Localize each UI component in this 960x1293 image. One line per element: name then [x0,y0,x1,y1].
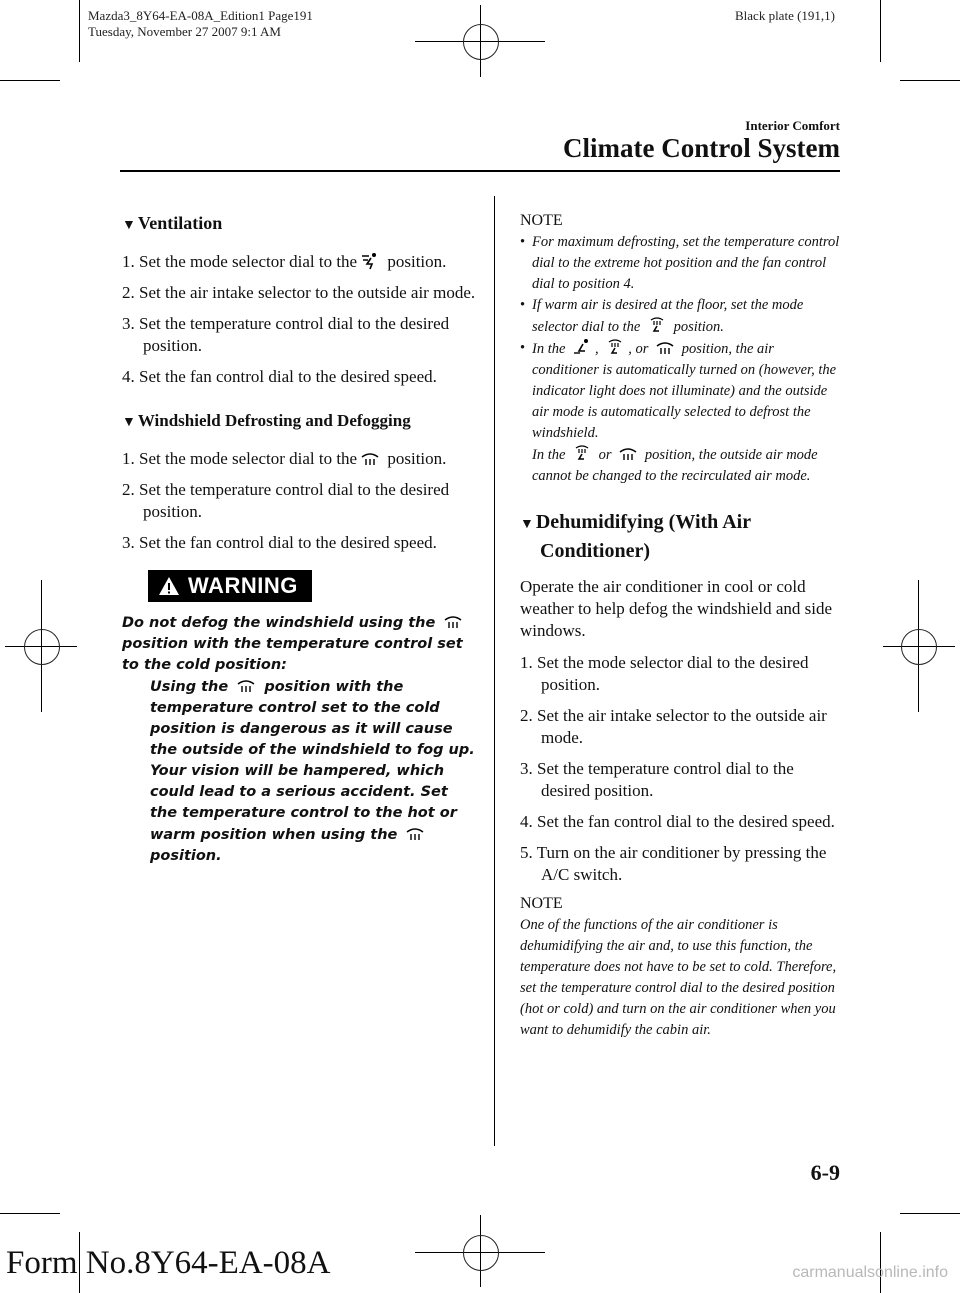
list-item: 2. Set the air intake selector to the outside air mode. [520,706,827,747]
warning-text [122,612,477,867]
list-item: 3. Set the fan control dial to the desired speed. [122,533,437,552]
list-item: 1. Set the mode selector dial to the position. [122,252,447,271]
print-info-line1: Mazda3_8Y64-EA-08A_Edition1 Page191 [88,8,313,23]
list-item: 4. Set the fan control dial to the desired speed. [122,367,437,386]
print-info [88,8,313,40]
warning-body: Using the position with the temperature control set to the cold position is dangerous as it will cause the outside of the windshield to fog up. Your vision will be hampered, which could lead to a serious accident. Set the temperature control to the hot or warm position when using the position. [122,676,477,867]
section-label: Interior Comfort [745,118,840,133]
page-number: 6-9 [810,1160,840,1185]
defrost-mode-icon [443,612,463,630]
note-title: NOTE [520,895,563,912]
warning-lead: Do not defog the windshield using the position with the temperature control set to the cold position: [122,612,477,676]
defrost-mode-icon [655,338,675,356]
list-item: 3. Set the temperature control dial to the desired position. [122,314,450,355]
defrost-mode-icon [405,824,425,842]
list-item: 1. Set the mode selector dial to the position. [122,449,447,468]
note-title: NOTE [520,212,563,229]
triangle-bullet-icon: ▼ [122,218,136,233]
list-item: 3. Set the temperature control dial to the desired position. [520,759,794,800]
print-info-line2: Tuesday, November 27 2007 9:1 AM [88,24,281,39]
note-item: • If warm air is desired at the floor, set the mode selector dial to the position. [520,295,842,338]
defrost-heading: ▼ Windshield Defrosting and Defogging [122,411,411,430]
defrost-mode-icon [618,444,638,462]
dehumid-intro: Operate the air conditioner in cool or cold weather to help defog the windshield and side windows. [520,577,833,640]
warning-triangle-icon [158,576,180,596]
list-item: 2. Set the air intake selector to the outside air mode. [122,283,476,302]
defrost-steps [122,448,477,554]
right-column [520,212,842,1041]
watermark: carmanualsonline.info [792,1264,948,1281]
dehumid-steps [520,652,842,886]
chapter-title: Climate Control System [563,133,840,163]
floor-defrost-mode-icon [605,338,625,356]
warning-badge-wrap [122,570,477,602]
column-divider [494,196,495,1146]
floor-defrost-mode-icon [572,444,592,462]
note-item: • For maximum defrosting, set the temperature control dial to the extreme hot position and the fan control dial to position 4. [520,232,842,295]
dehumid-heading: ▼ Dehumidifying (With Air Conditioner) [520,511,751,562]
floor-defrost-mode-icon [647,316,667,334]
list-item: 4. Set the fan control dial to the desired speed. [520,812,835,831]
note-item: • In the , , or position, the air conditioner is automatically turned on (however, the indicator light does not illuminate) and the outside air mode is automatically selected to defrost the windshield. In the or position, the outside air mode cannot be changed to the recirculated air mode. [520,338,842,487]
triangle-bullet-icon: ▼ [122,415,136,430]
list-item: 1. Set the mode selector dial to the desired position. [520,653,809,694]
defrost-mode-icon [236,676,256,694]
ventilation-steps [122,251,477,388]
plate-info: Black plate (191,1) [735,8,835,23]
list-item: 5. Turn on the air conditioner by pressing the A/C switch. [520,843,827,884]
defrost-mode-icon [360,449,380,467]
warning-badge: WARNING [148,570,312,602]
form-number: Form No.8Y64-EA-08A [6,1245,331,1281]
header-rule [120,170,840,172]
floor-mode-icon [572,338,592,356]
triangle-bullet-icon: ▼ [520,517,534,532]
ventilation-heading: ▼ Ventilation [122,213,223,233]
vent-mode-icon [360,252,380,270]
note-body: One of the functions of the air conditioner is dehumidifying the air and, to use this function, the temperature does not have to be set to cold. Therefore, set the temperature control dial to the desired position (hot or cold) and turn on the air conditioner when you want to dehumidify the cabin air. [520,917,837,1038]
list-item: 2. Set the temperature control dial to the desired position. [122,480,450,521]
left-column [122,212,477,867]
